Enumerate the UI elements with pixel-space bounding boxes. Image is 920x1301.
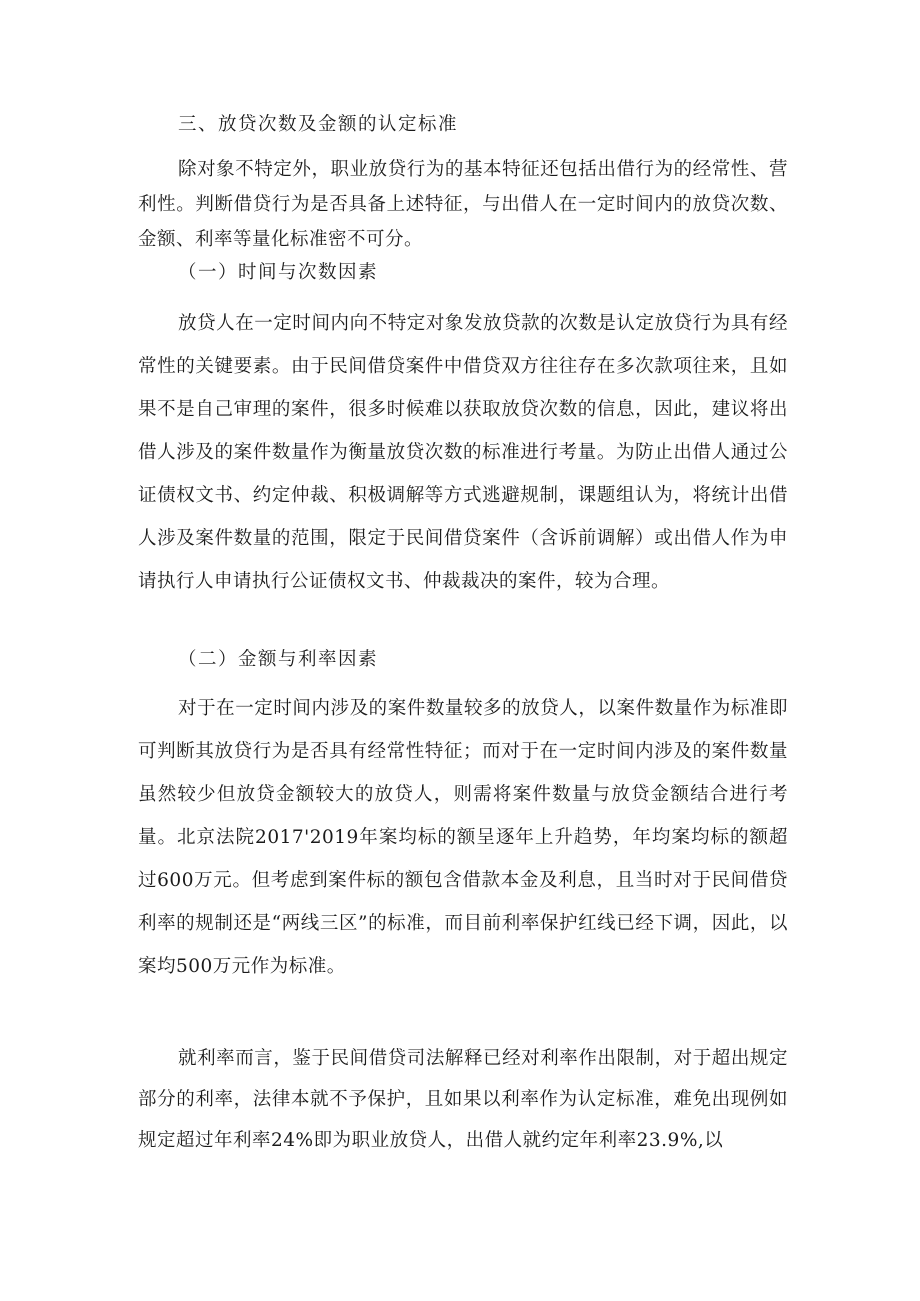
subsection-amount-rate-heading: （二）金额与利率因素 bbox=[178, 649, 379, 670]
subsection-rate-paragraph: 就利率而言，鉴于民间借贷司法解释已经对利率作出限制，对于超出规定部分的利率，法律本就不予保护，且如果以利率作为认定标准，难免出现例如规定超过年利率24%即为职业放贷人，出借人就约定年利率23.9%,以 bbox=[138, 1048, 788, 1151]
section-heading: 三、放贷次数及金额的认定标准 bbox=[178, 114, 459, 135]
subsection-time-count-paragraph: 放贷人在一定时间内向不特定对象发放贷款的次数是认定放贷行为具有经常性的关键要素。由于民间借贷案件中借贷双方往往存在多次款项往来，且如果不是自己审理的案件，很多时候难以获取放贷次数的信息，因此，建议将出借人涉及的案件数量作为衡量放贷次数的标准进行考量。为防止出借人通过公证债权文书、约定仲裁、积极调解等方式逃避规制，课题组认为，将统计出借人涉及案件数量的范围，限定于民间借贷案件（含诉前调解）或出借人作为申请执行人申请执行公证债权文书、仲裁裁决的案件，较为合理。 bbox=[138, 313, 788, 592]
subsection-time-count-heading: （一）时间与次数因素 bbox=[178, 262, 379, 283]
section-intro-paragraph: 除对象不特定外，职业放贷行为的基本特征还包括出借行为的经常性、营利性。判断借贷行为是否具备上述特征，与出借人在一定时间内的放贷次数、金额、利率等量化标准密不可分。 bbox=[138, 159, 788, 250]
subsection-amount-paragraph: 对于在一定时间内涉及的案件数量较多的放贷人，以案件数量作为标准即可判断其放贷行为是否具有经常性特征；而对于在一定时间内涉及的案件数量虽然较少但放贷金额较大的放贷人，则需将案件数量与放贷金额结合进行考量。北京法院2017'2019年案均标的额呈逐年上升趋势，年均案均标的额超过600万元。但考虑到案件标的额包含借款本金及利息，且当时对于民间借贷利率的规制还是“两线三区”的标准，而目前利率保护红线已经下调，因此，以案均500万元作为标准。 bbox=[138, 698, 788, 977]
